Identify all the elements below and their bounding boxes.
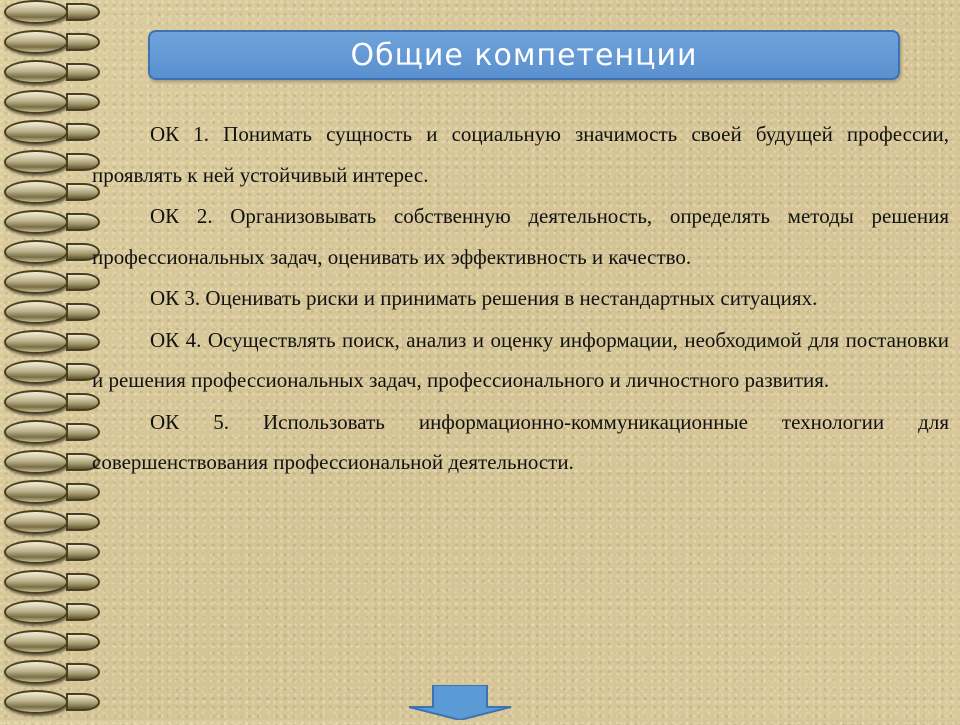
binding-ring (4, 176, 100, 204)
binding-ring (4, 596, 100, 624)
arrow-down-icon (405, 685, 515, 720)
binding-loop (4, 0, 68, 24)
competencies-list (92, 114, 949, 484)
binding-tip (66, 33, 100, 51)
binding-loop (4, 420, 68, 444)
binding-ring (4, 0, 100, 24)
binding-ring (4, 566, 100, 594)
binding-loop (4, 690, 68, 714)
binding-ring (4, 206, 100, 234)
binding-loop (4, 90, 68, 114)
binding-ring (4, 656, 100, 684)
binding-loop (4, 450, 68, 474)
competency-ok2: ОК 2. Организовывать собственную деятельность, определять методы решения профессиональных задач, оценивать их эффективность и качество. (92, 204, 949, 269)
binding-ring (4, 146, 100, 174)
binding-loop (4, 540, 68, 564)
binding-tip (66, 93, 100, 111)
binding-ring (4, 296, 100, 324)
binding-loop (4, 180, 68, 204)
binding-ring (4, 86, 100, 114)
competency-ok1: ОК 1. Понимать сущность и социальную значимость своей будущей профессии, проявлять к ней устойчивый интерес. (92, 122, 949, 187)
binding-ring (4, 446, 100, 474)
binding-ring (4, 236, 100, 264)
competency-ok3: ОК 3. Оценивать риски и принимать решения в нестандартных ситуациях. (150, 286, 818, 310)
binding-ring (4, 326, 100, 354)
binding-tip (66, 543, 100, 561)
binding-ring (4, 506, 100, 534)
binding-loop (4, 660, 68, 684)
binding-tip (66, 573, 100, 591)
binding-tip (66, 693, 100, 711)
binding-loop (4, 480, 68, 504)
binding-ring (4, 386, 100, 414)
binding-ring (4, 56, 100, 84)
binding-loop (4, 240, 68, 264)
binding-loop (4, 360, 68, 384)
binding-loop (4, 300, 68, 324)
binding-ring (4, 416, 100, 444)
binding-ring (4, 356, 100, 384)
binding-loop (4, 570, 68, 594)
title-banner (148, 30, 900, 80)
binding-ring (4, 26, 100, 54)
binding-ring (4, 536, 100, 564)
binding-tip (66, 603, 100, 621)
binding-loop (4, 30, 68, 54)
binding-loop (4, 390, 68, 414)
competency-ok4: ОК 4. Осуществлять поиск, анализ и оценку информации, необходимой для постановки и решения профессиональных задач, профессионального и личностного развития. (92, 327, 949, 392)
binding-ring (4, 476, 100, 504)
binding-tip (66, 483, 100, 501)
binding-tip (66, 663, 100, 681)
binding-loop (4, 60, 68, 84)
binding-loop (4, 510, 68, 534)
binding-ring (4, 626, 100, 654)
binding-tip (66, 633, 100, 651)
binding-loop (4, 630, 68, 654)
binding-tip (66, 513, 100, 531)
binding-ring (4, 116, 100, 144)
binding-tip (66, 3, 100, 21)
binding-loop (4, 600, 68, 624)
next-slide-button[interactable] (405, 685, 515, 720)
binding-tip (66, 63, 100, 81)
slide-title: Общие компетенции (350, 37, 698, 73)
competency-ok5: ОК 5. Использовать информационно-коммуникационные технологии для совершенствования профессиональной деятельности. (92, 409, 949, 474)
binding-loop (4, 210, 68, 234)
binding-loop (4, 330, 68, 354)
binding-loop (4, 120, 68, 144)
binding-loop (4, 150, 68, 174)
binding-ring (4, 266, 100, 294)
binding-ring (4, 686, 100, 714)
binding-loop (4, 270, 68, 294)
